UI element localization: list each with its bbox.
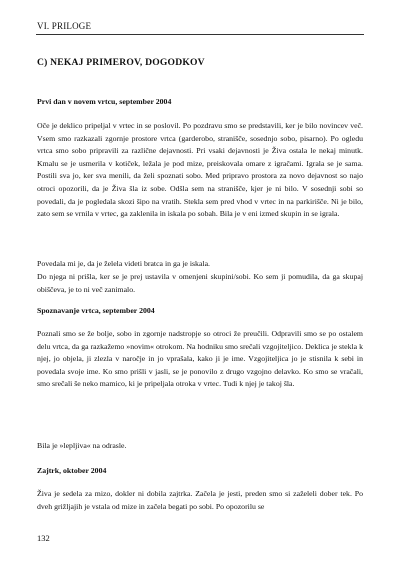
entry-paragraph: Oče je deklico pripeljal v vrtec in se poslovil. Po pozdravu smo se predstavili, ker je bilo novincev več. Vsem smo razkazali zgornje prostore vrtca (garderobo, stranišče, sosednjo sobo, pisarno). Po ogledu vrtca smo sobo pripravili za različne dejavnosti. Pri vsaki dejavnosti je Živa ostala le nekaj minutk. Kmalu se je usmerila v kotiček, ležala je pod mize, preiskovala omare z igračami. Igrala se je sama. Postili sva jo, ker sva menili, da želi spoznati sobo. Med pripravo prostora za novo dejavnost so najo otroci opozorili, da je Živa šla iz sobe. Odšla sem na stranišče, kjer je ni bilo. V sosednji sobi so povedali, da je pogledala skozi šipo na vratih. Stekla sem pred vhod v vrtec in na parkirišče. Ni je bilo, zato sem se vrnila v vrtec, ga zaklenila in iskala po sobah. Bila je v eni izmed skupin in se igrala. (37, 121, 363, 219)
running-head: VI. PRILOGE (37, 21, 92, 31)
entry-paragraph: Živa je sedela za mizo, dokler ni dobila zajtrka. Začela je jesti, preden smo si zaželeli dober tek. Po dveh grižljajih je vstala od mize in začela begati po sobi. Po opozorilu se (37, 489, 363, 511)
entry-heading-getting-to-know: Spoznavanje vrtca, september 2004 (37, 306, 155, 315)
entry-paragraph: Povedala mi je, da je želela videti bratca in ga je iskala. (37, 259, 210, 268)
entry-paragraph: Do njega ni prišla, ker se je prej ustavila v omenjeni skupini/sobi. Ko sem ji pomudila, da ga skupaj obiščeva, je to ni več zanimalo. (37, 272, 363, 294)
entry-heading-first-day: Prvi dan v novem vrtcu, september 2004 (37, 97, 172, 106)
entry-paragraph: Poznali smo se že bolje, sobo in zgornje nadstropje so otroci že preučili. Odpravili smo se po ostalem delu vrtca, da ga razkažemo »novim« otrokom. Na hodniku smo srečali vzgojiteljico. Deklica je stekla k njej, jo objela, ji zlezla v naročje in jo vprašala, kako ji je ime. Vzgojiteljica jo je stisnila k sebi in povedala svoje ime. Ko smo prišli v jasli, se je ponovilo z drugo vzgojno delavko. Ko smo se vračali, smo srečali še neko mamico, ki je pripeljala otroka v vrtec. Tudi k njej je takoj šla. (37, 329, 363, 389)
header-rule (36, 34, 364, 35)
page-number: 132 (37, 533, 50, 543)
section-title: C) NEKAJ PRIMEROV, DOGODKOV (37, 57, 205, 68)
entry-heading-breakfast: Zajtrk, oktober 2004 (37, 466, 107, 475)
entry-paragraph: Bila je »lepljiva« na odrasle. (37, 441, 127, 450)
